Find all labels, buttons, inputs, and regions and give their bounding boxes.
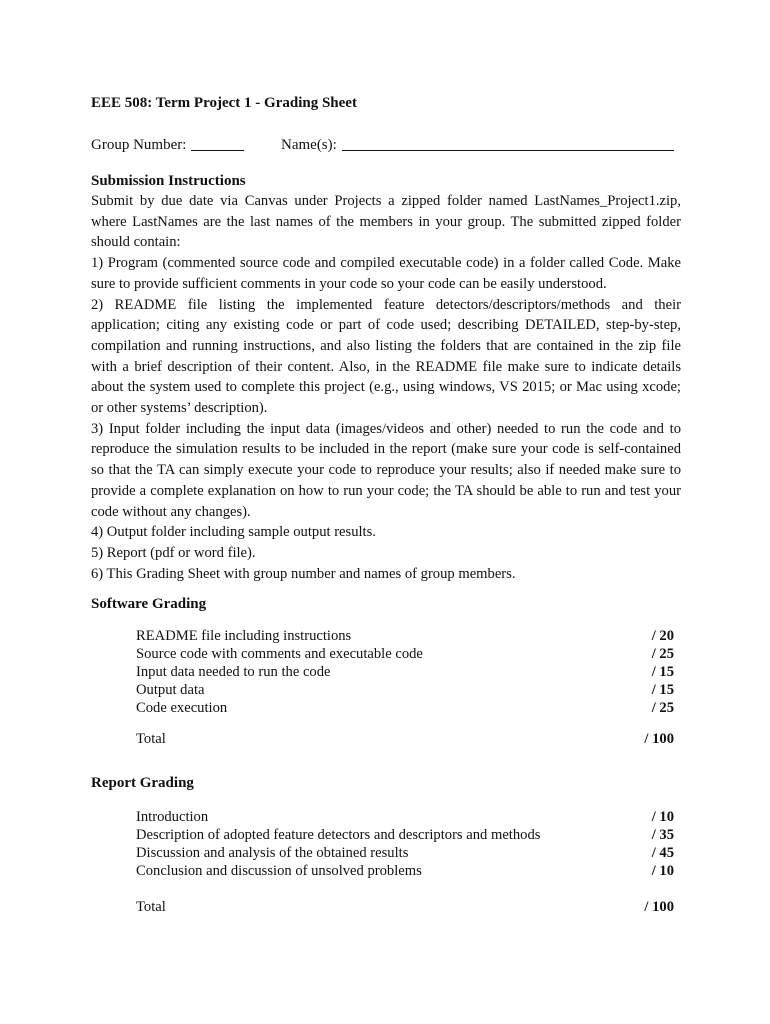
criterion-label: Introduction [136,809,209,825]
table-row [136,645,674,663]
instruction-item-1: 1) Program (commented source code and compiled executable code) in a folder called Code. Make sure to provide sufficient comments in your code so your code can be easily understood. [91,255,681,292]
criterion-score: / 15 [651,664,674,680]
total-row [136,898,674,916]
criterion-label: Input data needed to run the code [136,664,331,680]
instruction-item-2: 2) README file listing the implemented feature detectors/descriptors/methods and their application; citing any existing code or part of code used; describing DETAILED, step-by-step, compilation and running instructions, and also listing the folders that are contained in the zip file with a brief description of their content. Also, in the README file make sure to indicate details about the system used to complete this project (e.g., using windows, VS 2015; or Mac using xcode; or other systems’ description). [91,296,681,417]
table-row [136,808,674,826]
table-row [136,862,674,880]
total-score: / 100 [644,899,674,915]
report-grading-table [136,808,674,916]
table-row [136,627,674,645]
submission-instructions-heading: Submission Instructions [91,173,246,189]
table-row [136,844,674,862]
instruction-item-4: 4) Output folder including sample output results. [91,524,376,541]
total-label: Total [136,899,166,915]
table-row [136,681,674,699]
criterion-label: Source code with comments and executable code [136,646,423,662]
criterion-score: / 45 [651,845,674,861]
submission-instructions [91,191,681,584]
table-row [136,826,674,844]
criterion-label: Conclusion and discussion of unsolved problems [136,863,422,879]
criterion-label: Description of adopted feature detectors and descriptors and methods [136,827,541,843]
criterion-label: Code execution [136,700,228,716]
software-grading-heading: Software Grading [91,596,207,612]
criterion-score: / 10 [651,863,674,879]
criterion-score: / 35 [651,827,674,843]
instruction-item-5: 5) Report (pdf or word file). [91,544,256,561]
group-number-blank [191,136,244,151]
table-row [136,663,674,681]
names-blank [342,136,674,151]
page-title: EEE 508: Term Project 1 - Grading Sheet [91,95,357,111]
criterion-score: / 20 [651,628,674,644]
group-number-label: Group Number: [91,137,187,153]
report-grading-heading: Report Grading [91,775,194,791]
table-row [136,699,674,717]
criterion-label: Discussion and analysis of the obtained results [136,845,409,861]
criterion-score: / 25 [651,700,674,716]
names-label: Name(s): [281,137,337,153]
criterion-label: Output data [136,682,205,698]
instruction-item-6: 6) This Grading Sheet with group number and names of group members. [91,565,516,582]
criterion-score: / 10 [651,809,674,825]
instruction-paragraph: Submit by due date via Canvas under Projects a zipped folder named LastNames_Project1.zip, where LastNames are the last names of the members in your group. The submitted zipped folder should contain: [91,193,681,251]
software-grading-table [136,627,674,748]
total-label: Total [136,731,166,747]
criterion-score: / 25 [651,646,674,662]
total-score: / 100 [644,731,674,747]
criterion-label: README file including instructions [136,628,352,644]
instruction-item-3: 3) Input folder including the input data (images/videos and other) needed to run the code and to reproduce the simulation results to be included in the report (make sure your code is self-contained so that the TA can simply execute your code to reproduce your results; also if needed make sure to provide a complete explanation on how to run your code; the TA should be able to run and test your code without any changes). [91,420,681,520]
grading-sheet-page [91,0,681,1024]
total-row [136,730,674,748]
criterion-score: / 15 [651,682,674,698]
